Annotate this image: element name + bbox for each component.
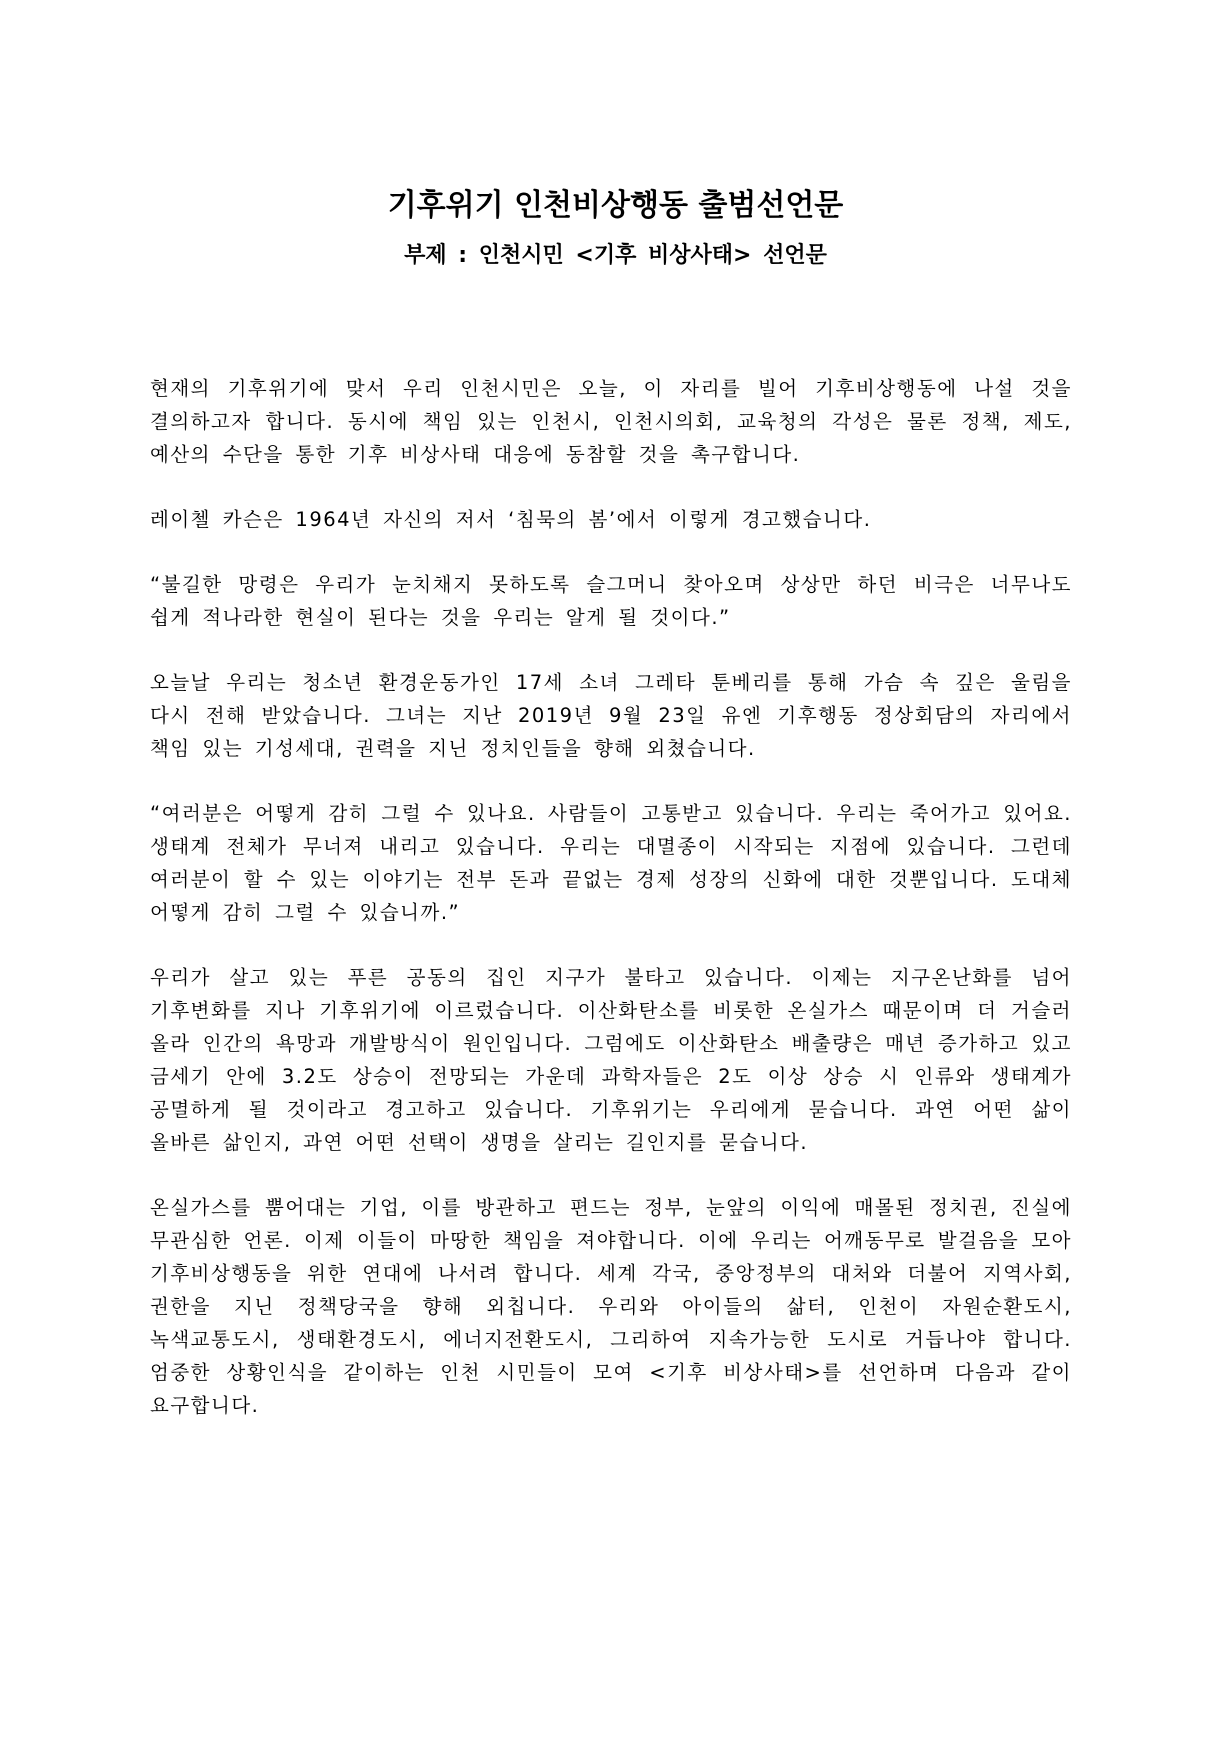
paragraph-carson: 레이첼 카슨은 1964년 자신의 저서 ‘침묵의 봄’에서 이렇게 경고했습니다. (150, 508, 872, 531)
document-title: 기후위기 인천비상행동 출범선언문 (387, 188, 844, 223)
paragraph-climate-crisis: 우리가 살고 있는 푸른 공동의 집인 지구가 불타고 있습니다. 이제는 지구온난화를 넘어 기후변화를 지나 기후위기에 이르렀습니다. 이산화탄소를 비롯한 온실가스 때문이며 더 거슬러 올라 인간의 욕망과 개발방식이 원인입니다. 그럼에도 이산화탄소 배출량은 매년 증가하고 있고 금세기 안에 3.2도 상승이 전망되는 가운데 과학자들은 2도 이상 상승 시 인류와 생태계가 공멸하게 될 것이라고 경고하고 있습니다. 기후위기는 우리에게 묻습니다. 과연 어떤 삶이 올바른 삶인지, 과연 어떤 선택이 생명을 살리는 길인지를 묻습니다. (150, 966, 1072, 1154)
paragraph-thunberg: 오늘날 우리는 청소년 환경운동가인 17세 소녀 그레타 툰베리를 통해 가슴 속 깊은 울림을 다시 전해 받았습니다. 그녀는 지난 2019년 9월 23일 유엔 기후행동 정상회담의 자리에서 책임 있는 기성세대, 권력을 지닌 정치인들을 향해 외쳤습니다. (150, 671, 1072, 760)
paragraph-intro: 현재의 기후위기에 맞서 우리 인천시민은 오늘, 이 자리를 빌어 기후비상행동에 나설 것을 결의하고자 합니다. 동시에 책임 있는 인천시, 인천시의회, 교육청의 각성은 물론 정책, 제도, 예산의 수단을 통한 기후 비상사태 대응에 동참할 것을 촉구합니다. (150, 377, 1072, 466)
paragraph-carson-quote: “불길한 망령은 우리가 눈치채지 못하도록 슬그머니 찾아오며 상상만 하던 비극은 너무나도 쉽게 적나라한 현실이 된다는 것을 우리는 알게 될 것이다.” (150, 573, 1072, 629)
paragraph-thunberg-quote: “여러분은 어떻게 감히 그럴 수 있나요. 사람들이 고통받고 있습니다. 우리는 죽어가고 있어요. 생태계 전체가 무너져 내리고 있습니다. 우리는 대멸종이 시작되는 지점에 있습니다. 그런데 여러분이 할 수 있는 이야기는 전부 돈과 끝없는 경제 성장의 신화에 대한 것뿐입니다. 도대체 어떻게 감히 그럴 수 있습니까.” (150, 802, 1072, 924)
paragraph-declaration: 온실가스를 뿜어대는 기업, 이를 방관하고 편드는 정부, 눈앞의 이익에 매몰된 정치권, 진실에 무관심한 언론. 이제 이들이 마땅한 책임을 져야합니다. 이에 우리는 어깨동무로 발걸음을 모아 기후비상행동을 위한 연대에 나서려 합니다. 세계 각국, 중앙정부의 대처와 더불어 지역사회, 권한을 지닌 정책당국을 향해 외칩니다. 우리와 아이들의 삶터, 인천이 자원순환도시, 녹색교통도시, 생태환경도시, 에너지전환도시, 그리하여 지속가능한 도시로 거듭나야 합니다. 엄중한 상황인식을 같이하는 인천 시민들이 모여 <기후 비상사태>를 선언하며 다음과 같이 요구합니다. (150, 1196, 1072, 1417)
document-body (150, 372, 1072, 1454)
document-subtitle: 부제 : 인천시민 <기후 비상사태> 선언문 (404, 243, 827, 268)
